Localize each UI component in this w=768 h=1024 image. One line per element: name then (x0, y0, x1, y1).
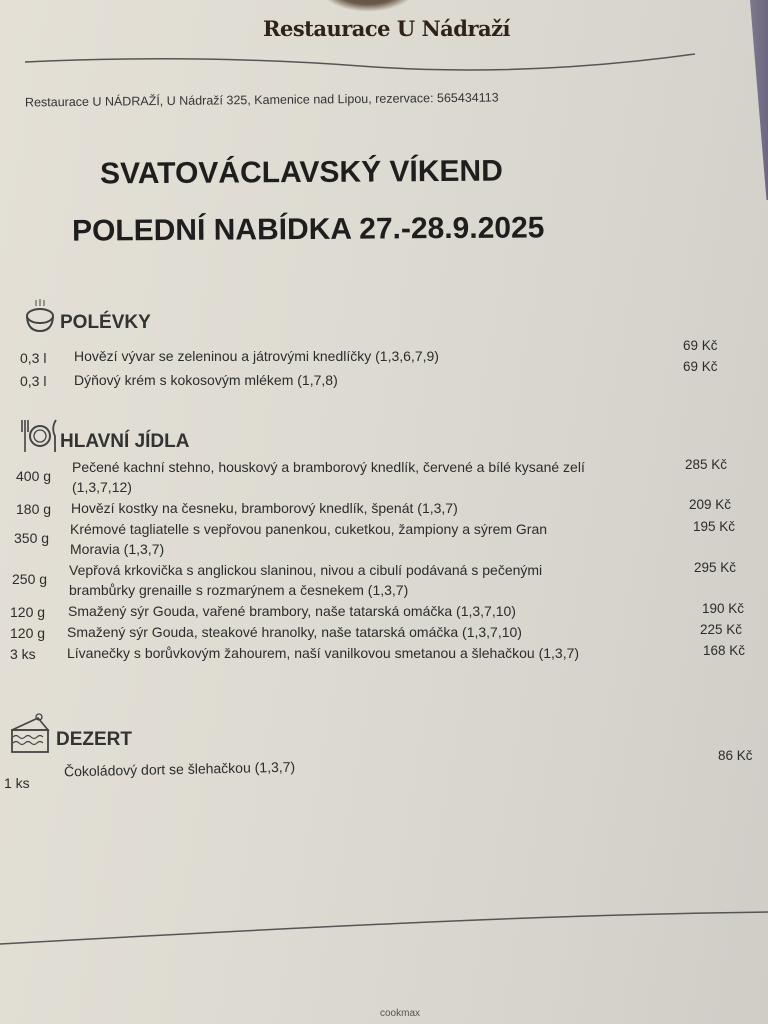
main-name-cont: brambůrky grenaille s rozmarýnem a česnekem (1,3,7) (69, 582, 409, 598)
main-price: 285 Kč (685, 457, 728, 472)
logo-emblem (318, 0, 418, 12)
footer-brand: cookmax (380, 1008, 421, 1019)
main-price: 195 Kč (693, 519, 736, 534)
main-name: Pečené kachní stehno, houskový a bramborový knedlík, červené a bílé kysané zelí (72, 459, 585, 475)
main-qty: 120 g (10, 625, 46, 641)
main-name: Smažený sýr Gouda, vařené brambory, naše tatarská omáčka (1,3,7,10) (68, 603, 516, 619)
main-name: Smažený sýr Gouda, steakové hranolky, naše tatarská omáčka (1,3,7,10) (67, 624, 522, 640)
main-price: 168 Kč (703, 643, 746, 658)
soup-price: 69 Kč (683, 359, 718, 374)
section-title-dessert: DEZERT (56, 729, 132, 750)
main-qty: 350 g (14, 530, 50, 546)
main-name-cont: (1,3,7,12) (72, 479, 132, 495)
soup-name: Hovězí vývar se zeleninou a játrovými knedlíčky (1,3,6,7,9) (74, 348, 439, 364)
main-qty: 400 g (16, 468, 52, 484)
section-title-mains: HLAVNÍ JÍDLA (60, 431, 190, 452)
main-name: Lívanečky s borůvkovým žahourem, naší vanilkovou smetanou a šlehačkou (1,3,7) (67, 645, 580, 661)
main-name-cont: Moravia (1,3,7) (70, 541, 165, 557)
main-name: Krémové tagliatelle s vepřovou panenkou, cuketkou, žampiony a sýrem Gran (70, 521, 548, 537)
soup-name: Dýňový krém s kokosovým mlékem (1,7,8) (74, 372, 338, 388)
section-title-soups: POLÉVKY (60, 312, 151, 333)
photo-edge (738, 0, 768, 200)
soup-qty: 0,3 l (20, 373, 47, 389)
cake-icon (10, 712, 52, 754)
main-qty: 3 ks (10, 646, 36, 662)
divider-top (0, 40, 768, 80)
main-price: 225 Kč (700, 622, 743, 637)
main-qty: 180 g (16, 501, 52, 517)
address: Restaurace U NÁDRAŽÍ, U Nádraží 325, Kamenice nad Lipou, rezervace: 565434113 (24, 90, 499, 110)
divider-bottom (0, 900, 768, 950)
main-price: 190 Kč (702, 601, 745, 616)
page-title: SVATOVÁCLAVSKÝ VÍKEND (99, 154, 503, 191)
soup-price: 69 Kč (683, 338, 718, 353)
page-subtitle: POLEDNÍ NABÍDKA 27.-28.9.2025 (71, 211, 545, 248)
dessert-price: 86 Kč (718, 748, 753, 763)
dessert-qty: 1 ks (4, 775, 30, 791)
main-qty: 250 g (12, 571, 48, 587)
main-price: 209 Kč (689, 497, 732, 512)
main-qty: 120 g (10, 604, 46, 620)
restaurant-logo-text: Restaurace U Nádraží (263, 16, 511, 41)
soup-qty: 0,3 l (20, 350, 47, 366)
main-name: Hovězí kostky na česneku, bramborový knedlík, špenát (1,3,7) (71, 500, 458, 516)
main-name: Vepřová krkovička s anglickou slaninou, nivou a cibulí podávaná s pečenými (69, 562, 543, 578)
main-price: 295 Kč (694, 560, 737, 575)
plate-cutlery-icon (18, 418, 60, 454)
soup-bowl-icon (24, 298, 56, 334)
dessert-name: Čokoládový dort se šlehačkou (1,3,7) (63, 758, 296, 780)
